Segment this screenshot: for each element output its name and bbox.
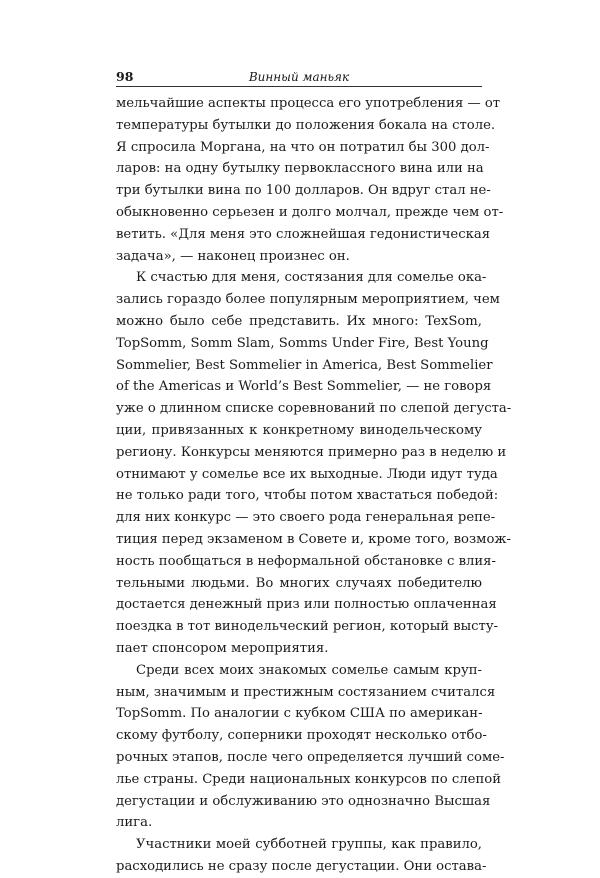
text-line: не только ради того, чтобы потом хвастаться победой: xyxy=(116,488,499,504)
text-line: тиция перед экзаменом в Совете и, кроме того, возмож- xyxy=(116,531,511,547)
text-line: of the Americas и World’s Best Sommelier, — не говоря xyxy=(116,379,492,395)
text-line: уже о длинном списке соревнований по слепой дегуста- xyxy=(116,401,512,417)
text-line: Я спросила Моргана, на что он потратил бы 300 дол- xyxy=(116,139,490,155)
text-line: Sommelier, Best Sommelier in America, Best Sommelier xyxy=(116,357,493,373)
text-line: К счастью для меня, состязания для сомелье ока- xyxy=(136,270,487,286)
paragraph xyxy=(116,660,505,834)
text-line: лига. xyxy=(116,815,153,831)
text-line: расходились не сразу после дегустации. Они остава- xyxy=(116,858,487,874)
text-line: три бутылки вина по 100 долларов. Он вдруг стал не- xyxy=(116,183,491,199)
text-line: скому футболу, соперники проходят несколько отбо- xyxy=(116,728,487,744)
text-line: пает спонсором мероприятия. xyxy=(116,640,329,656)
paragraph xyxy=(116,834,487,878)
text-line: зались гораздо более популярным мероприятием, чем xyxy=(116,292,500,308)
text-line: рочных этапов, после чего определяется лучший соме- xyxy=(116,749,505,765)
text-line: Среди всех моих знакомых сомелье самым круп- xyxy=(136,662,482,678)
text-line: ветить. «Для меня это сложнейшая гедонистическая xyxy=(116,226,491,242)
text-line: достается денежный приз или полностью оплаченная xyxy=(116,597,497,613)
page-number: 98 xyxy=(116,69,134,84)
text-line: для них конкурс — это своего рода генеральная репе- xyxy=(116,510,496,526)
text-line: можно было себе представить. Их много: TexSom, xyxy=(116,313,482,329)
text-line: обыкновенно серьезен и долго молчал, прежде чем от- xyxy=(116,204,504,220)
text-line: ции, привязанных к конкретному винодельческому xyxy=(116,422,482,438)
paragraph xyxy=(116,93,504,267)
paragraph xyxy=(116,267,512,659)
text-line: ларов: на одну бутылку первоклассного вина или на xyxy=(116,161,484,177)
book-page xyxy=(116,69,512,878)
page-header xyxy=(116,70,482,87)
running-title: Винный маньяк xyxy=(248,70,350,84)
text-line: температуры бутылки до положения бокала на столе. xyxy=(116,117,496,133)
text-line: задача», — наконец произнес он. xyxy=(116,248,350,264)
body-text xyxy=(116,93,512,878)
text-line: TopSomm. По аналогии с кубком США по американ- xyxy=(116,706,483,722)
text-line: дегустации и обслуживанию это однозначно Высшая xyxy=(116,793,491,809)
text-line: ность пообщаться в неформальной обстановке с влия- xyxy=(116,553,496,569)
text-line: отнимают у сомелье все их выходные. Люди идут туда xyxy=(116,466,498,482)
text-line: тельными людьми. Во многих случаях победителю xyxy=(116,575,482,591)
text-line: ным, значимым и престижным состязанием считался xyxy=(116,684,496,700)
text-line: лье страны. Среди национальных конкурсов по слепой xyxy=(116,771,501,787)
text-line: региону. Конкурсы меняются примерно раз в неделю и xyxy=(116,444,507,460)
text-line: TopSomm, Somm Slam, Somms Under Fire, Best Young xyxy=(116,335,489,351)
text-line: мельчайшие аспекты процесса его употребления — от xyxy=(116,96,501,111)
text-line: поездка в тот винодельческий регион, который высту- xyxy=(116,619,499,635)
text-line: Участники моей субботней группы, как правило, xyxy=(136,837,482,853)
